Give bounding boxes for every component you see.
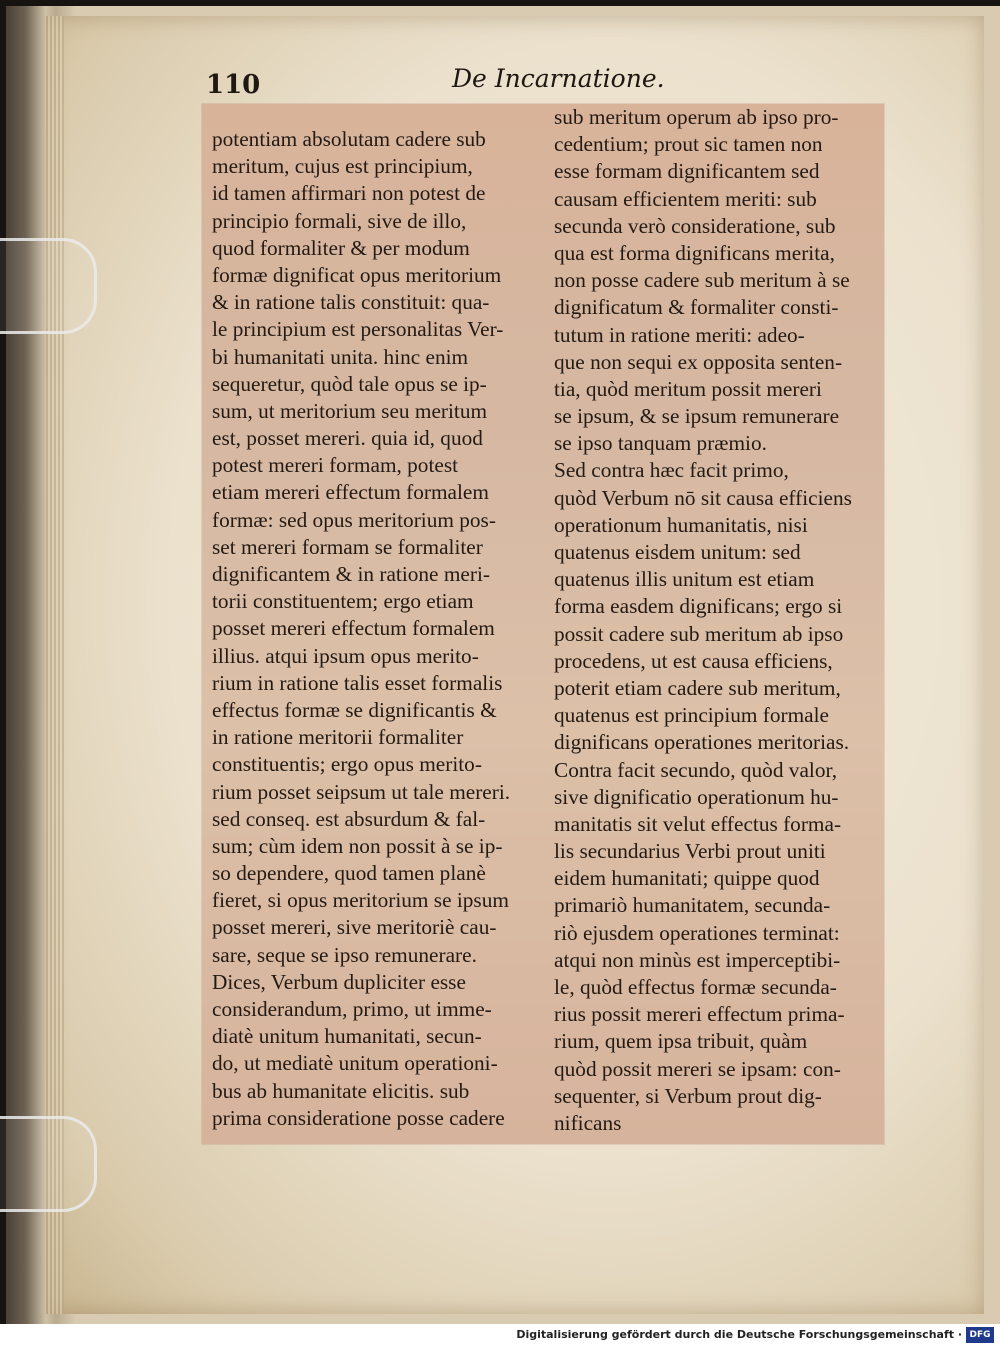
text-line: qua est forma dignificans merita, (554, 240, 835, 265)
text-line: sub meritum operum ab ipso pro- (554, 105, 839, 129)
text-line: quòd possit mereri se ipsam: con- (554, 1056, 841, 1081)
text-line: id tamen affirmari non potest de (212, 181, 486, 206)
text-line: do, ut mediatè unitum operationi- (212, 1051, 498, 1076)
page-header (160, 62, 960, 98)
text-line: quod formaliter & per modum (212, 235, 470, 260)
text-line: sed conseq. est absurdum & fal- (212, 806, 486, 831)
text-line: formæ dignificat opus meritorium (212, 262, 502, 287)
text-line: considerandum, primo, ut imme- (212, 997, 492, 1021)
text-line: est, posset mereri. quia id, quod (212, 426, 483, 451)
text-line: potentiam absolutam cadere sub (212, 127, 486, 151)
page-number: 110 (206, 70, 261, 100)
text-line: rium, quem ipsa tribuit, quàm (554, 1029, 808, 1054)
text-line: sequeretur, quòd tale opus se ip- (212, 371, 487, 396)
text-line: dignificantem & in ratione meri- (212, 562, 490, 586)
text-line: prima consideratione posse cadere (212, 1105, 505, 1130)
text-line: potest mereri formam, potest (212, 453, 459, 478)
text-line: dignificatum & formaliter consti- (554, 295, 839, 320)
text-line: manitatis sit velut effectus forma- (554, 811, 842, 836)
plastic-clip-bottom (0, 1116, 97, 1212)
text-line: quatenus eisdem unitum: sed (554, 540, 801, 564)
text-line: meritum, cujus est principium, (212, 154, 473, 179)
text-line: principio formali, sive de illo, (212, 208, 467, 233)
text-line: procedens, ut est causa efficiens, (554, 648, 833, 673)
text-line: sive dignificatio operationum hu- (554, 784, 839, 809)
plastic-clip-top (0, 238, 97, 334)
text-line: tutum in ratione meriti: adeo- (554, 322, 805, 347)
text-line: rium in ratione talis esset formalis (212, 670, 503, 695)
text-line: atqui non minùs est imperceptibi- (554, 947, 841, 972)
text-line: Contra facit secundo, quòd valor, (554, 757, 838, 782)
text-line: forma easdem dignificans; ergo si (554, 594, 843, 619)
text-line: set mereri formam se formaliter (212, 534, 483, 559)
text-line: esse formam dignificantem sed (554, 159, 820, 184)
text-line: quatenus illis unitum est etiam (554, 567, 815, 592)
text-line: non posse cadere sub meritum à se (554, 268, 850, 293)
text-line: torii constituentem; ergo etiam (212, 589, 474, 614)
text-line: & in ratione talis constituit: qua- (212, 290, 490, 315)
text-line: le principium est personalitas Ver- (212, 317, 504, 342)
text-line: sum, ut meritorium seu meritum (212, 398, 488, 423)
text-line: primariò humanitatem, secunda- (554, 893, 831, 918)
text-line: posset mereri effectum formalem (212, 616, 495, 641)
text-line: riò ejusdem operationes terminat: (554, 920, 840, 945)
text-line: tia, quòd meritum possit mereri (554, 376, 822, 401)
text-line: rium posset seipsum ut tale mereri. (212, 779, 511, 804)
text-line: formæ: sed opus meritorium pos- (212, 507, 496, 532)
text-line: effectus formæ se dignificantis & (212, 697, 497, 722)
text-line: posset mereri, sive meritoriè cau- (212, 915, 497, 940)
text-line: eidem humanitati; quippe quod (554, 866, 820, 891)
text-line: quatenus est principium formale (554, 703, 830, 728)
right-column (554, 104, 879, 1137)
text-line: sum; cùm idem non possit à se ip- (212, 833, 503, 858)
text-line: diatè unitum humanitati, secun- (212, 1024, 482, 1049)
text-line: se ipsum, & se ipsum remunerare (554, 404, 840, 429)
text-line: Sed contra hæc facit primo, (554, 458, 789, 483)
text-line: sare, seque se ipso remunerare. (212, 942, 477, 967)
text-line: quòd Verbum nō sit causa efficiens (554, 485, 852, 510)
text-line: cedentium; prout sic tamen non (554, 132, 823, 157)
text-line: secunda verò consideratione, sub (554, 213, 836, 238)
digitization-footer (0, 1324, 1000, 1348)
text-line: so dependere, quod tamen planè (212, 861, 486, 886)
text-line: se ipso tanquam præmio. (554, 431, 767, 456)
text-line: in ratione meritorii formaliter (212, 725, 464, 750)
text-line: le, quòd effectus formæ secunda- (554, 975, 837, 999)
text-line: constituentis; ergo opus merito- (212, 752, 482, 777)
text-line: fieret, si opus meritorium se ipsum (212, 888, 509, 913)
text-line: nificans (554, 1110, 622, 1135)
text-line: dignificans operationes meritorias. (554, 730, 850, 755)
left-column (212, 126, 544, 1132)
running-title: De Incarnatione. (452, 64, 665, 93)
text-line: operationum humanitatis, nisi (554, 512, 808, 537)
text-line: bus ab humanitate elicitis. sub (212, 1078, 470, 1103)
text-line: lis secundarius Verbi prout uniti (554, 839, 826, 864)
text-line: etiam mereri effectum formalem (212, 480, 489, 505)
text-line: rius possit mereri effectum prima- (554, 1002, 845, 1027)
text-line: sequenter, si Verbum prout dig- (554, 1083, 822, 1108)
funding-credit: Digitalisierung gefördert durch die Deutsche Forschungsgemeinschaft · (516, 1328, 962, 1341)
text-line: causam efficientem meriti: sub (554, 186, 817, 211)
text-line: que non sequi ex opposita senten- (554, 349, 843, 374)
text-line: possit cadere sub meritum ab ipso (554, 621, 844, 646)
text-line: poterit etiam cadere sub meritum, (554, 675, 841, 700)
text-line: Dices, Verbum dupliciter esse (212, 969, 466, 994)
text-line: bi humanitati unita. hinc enim (212, 344, 469, 369)
dfg-logo: DFG (966, 1327, 994, 1343)
pasted-text-slip (202, 104, 884, 1144)
text-line: illius. atqui ipsum opus merito- (212, 643, 479, 668)
